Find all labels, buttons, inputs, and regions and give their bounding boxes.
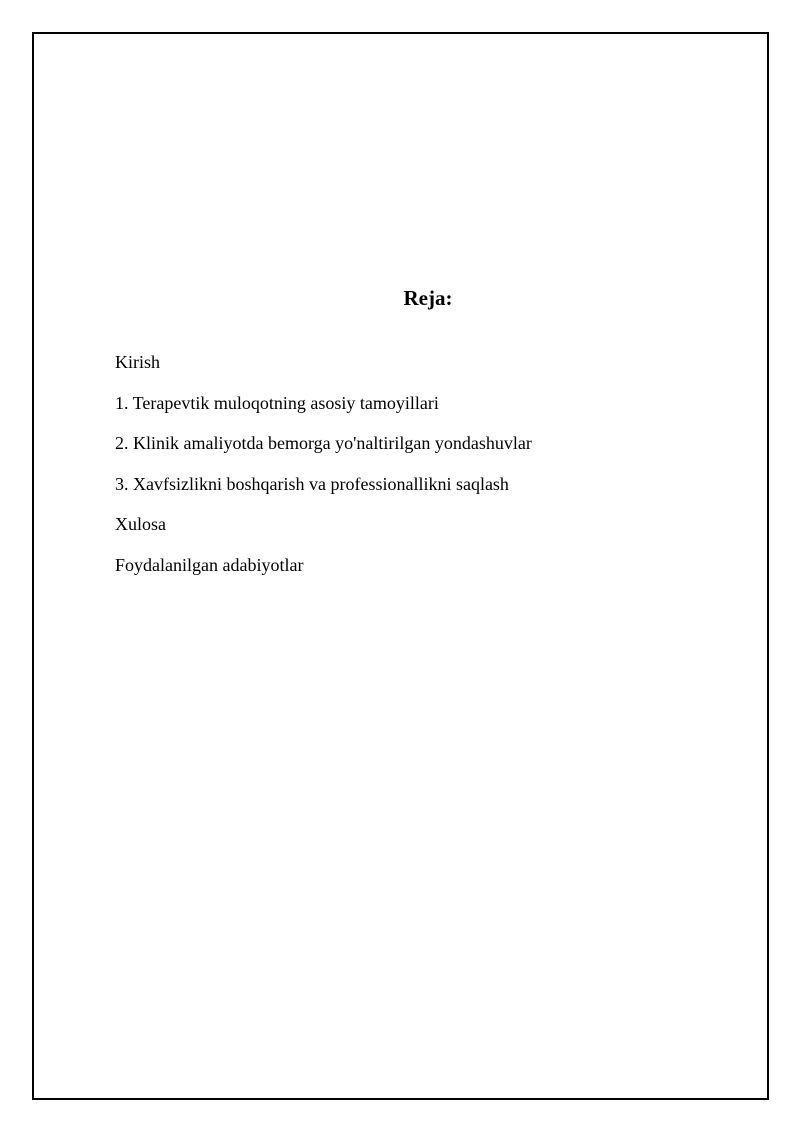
plan-item-3: 3. Xavfsizlikni boshqarish va professionallikni saqlash [115, 473, 509, 494]
page-title: Reja: [403, 286, 453, 310]
plan-item-1: 1. Terapevtik muloqotning asosiy tamoyillari [115, 392, 439, 413]
plan-item-2: 2. Klinik amaliyotda bemorga yo'naltirilgan yondashuvlar [115, 433, 532, 453]
plan-list [115, 352, 532, 595]
plan-item-conclusion: Xulosa [115, 514, 166, 534]
plan-item-references: Foydalanilgan adabiyotlar [115, 554, 304, 575]
plan-item-introduction: Kirish [115, 352, 160, 372]
